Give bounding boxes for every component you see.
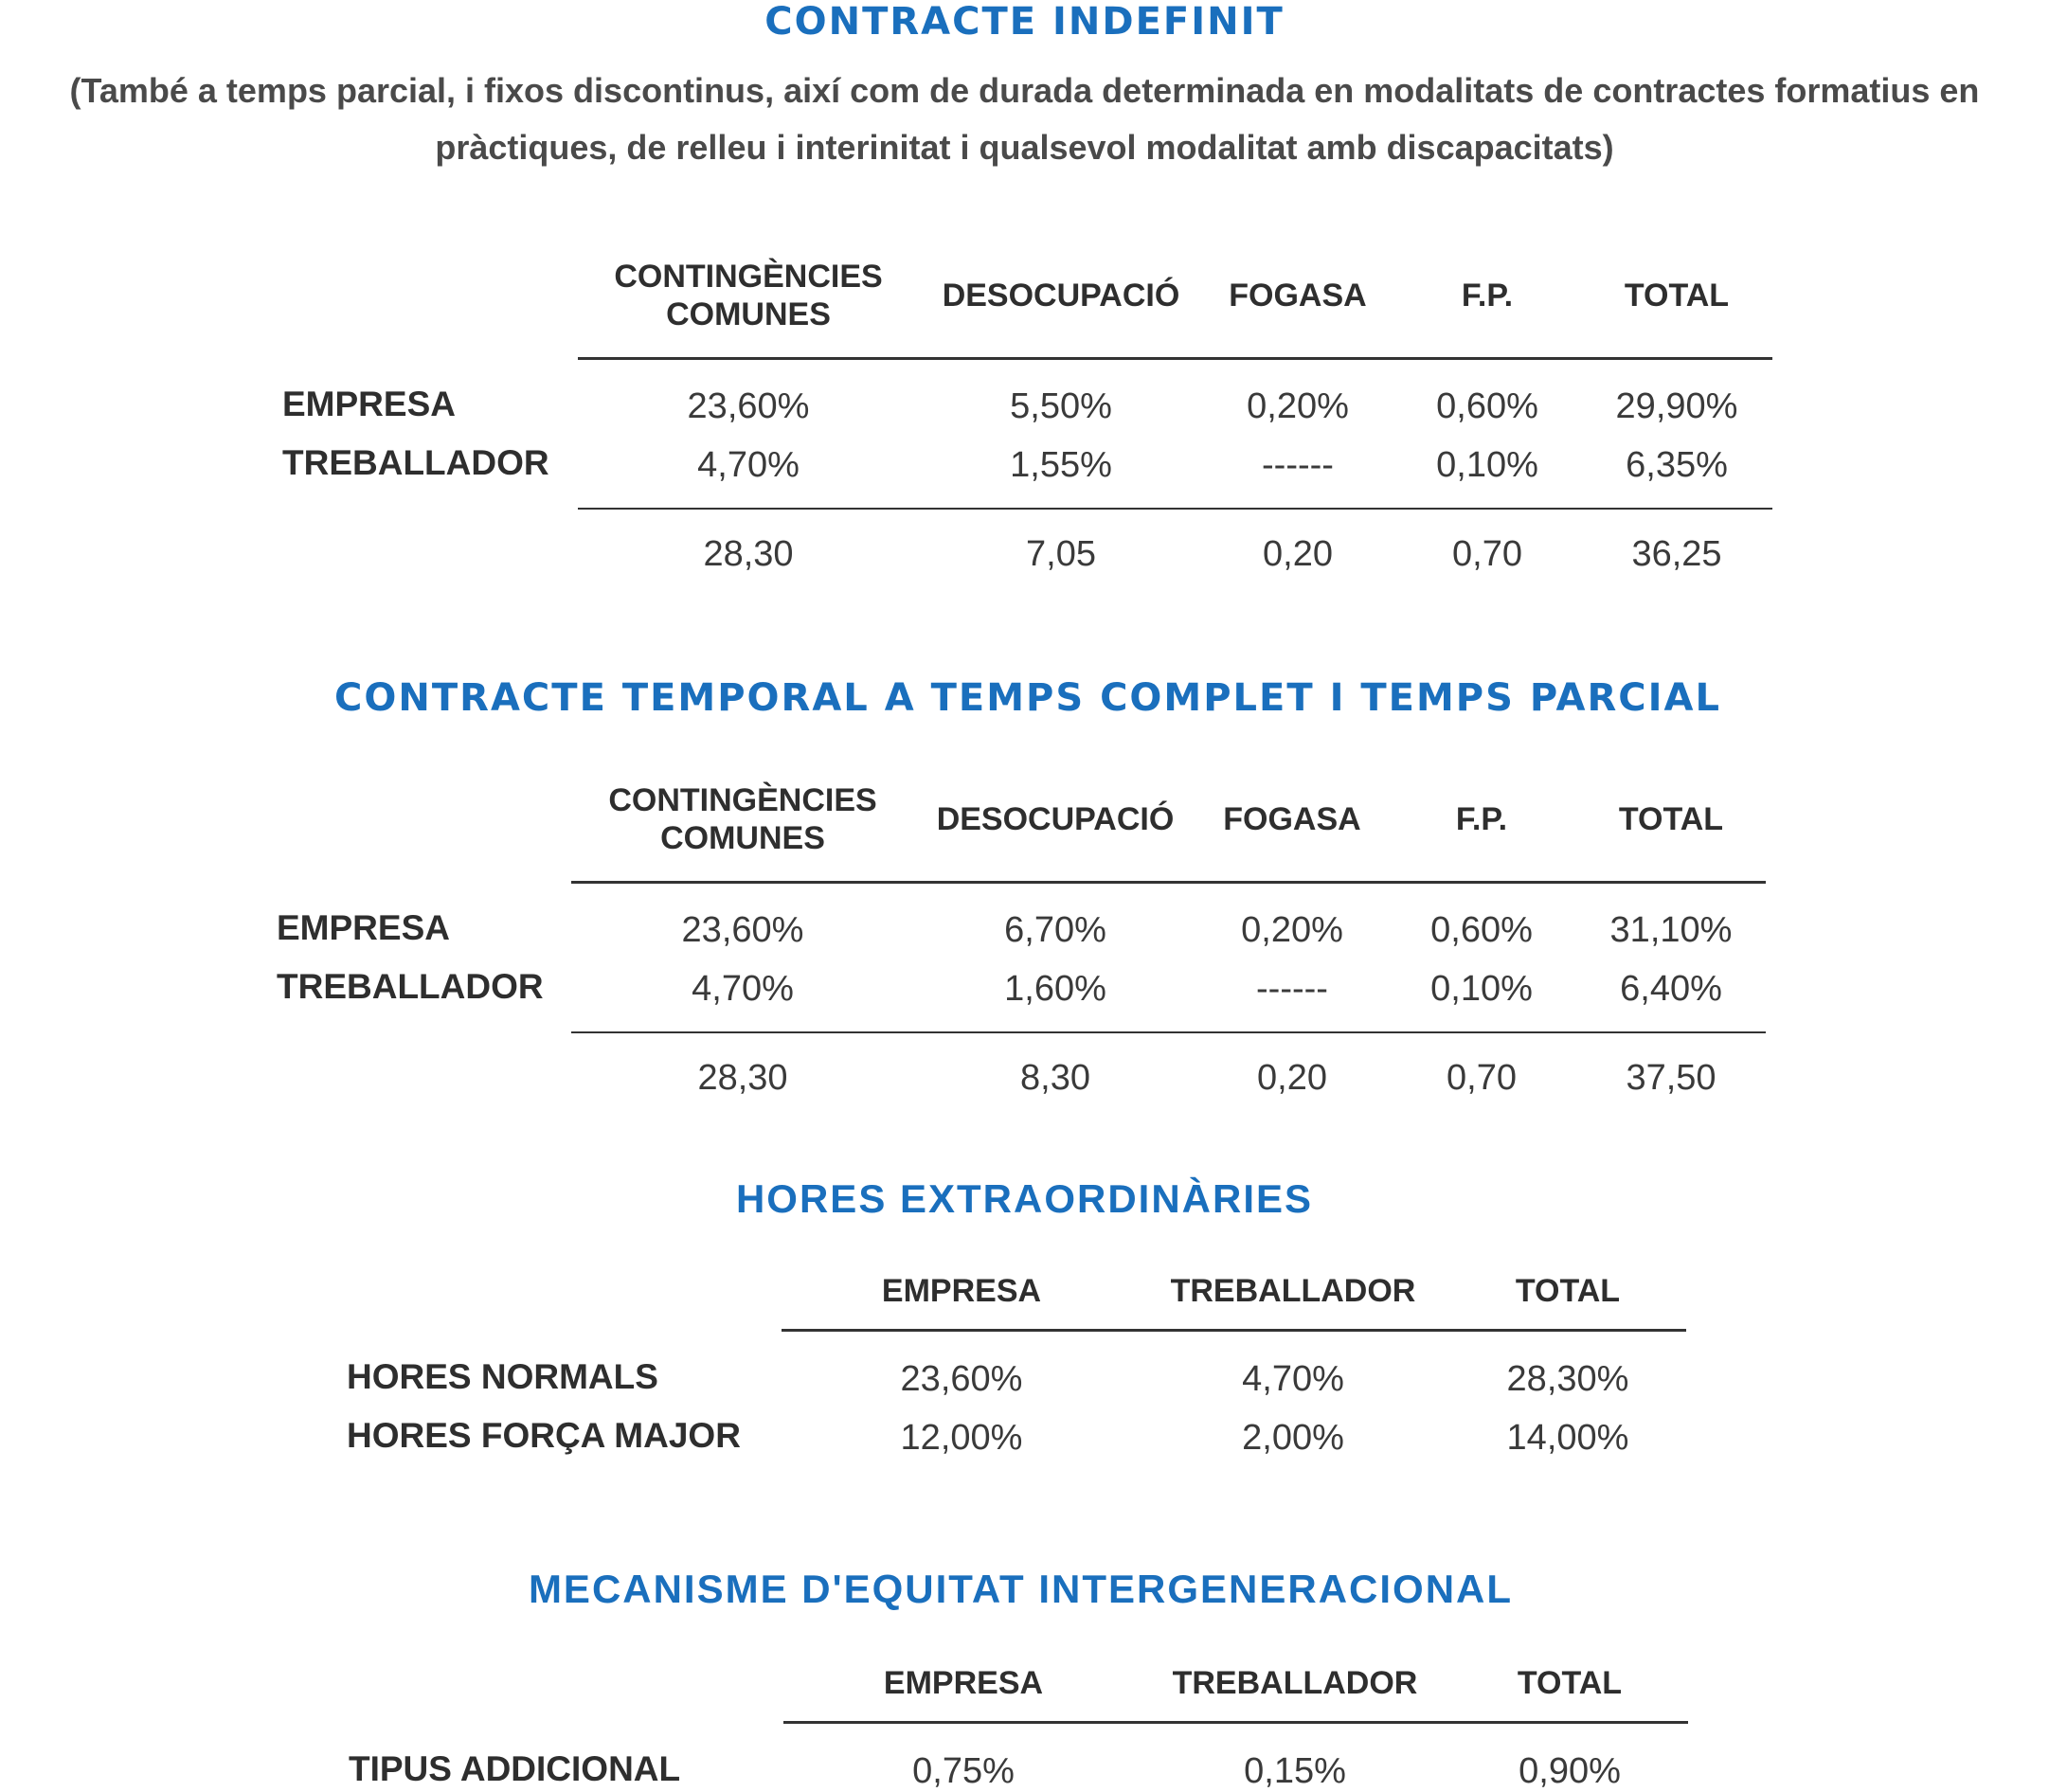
section1-subtitle-line2: pràctiques, de relleu i interinitat i qualsevol modalitat amb discapacitats) <box>435 128 1614 167</box>
cell: 14,00% <box>1506 1418 1629 1458</box>
cell: 6,35% <box>1626 445 1728 485</box>
header-fp: F.P. <box>1461 278 1514 314</box>
header-contingencies-line2: COMUNES <box>660 820 825 856</box>
section2-title: CONTRACTE TEMPORAL A TEMPS COMPLET I TEMPS PARCIAL <box>334 676 1721 720</box>
header-fogasa: FOGASA <box>1223 801 1361 837</box>
cell: 23,60% <box>681 910 804 950</box>
header-total: TOTAL <box>1515 1273 1621 1309</box>
cell: 0,20% <box>1241 910 1343 950</box>
header-contingencies-line1: CONTINGÈNCIES <box>614 259 883 295</box>
cell: 2,00% <box>1242 1418 1344 1458</box>
cell: ------ <box>1262 445 1334 485</box>
cell: 0,10% <box>1430 969 1533 1009</box>
cell: 0,10% <box>1436 445 1538 485</box>
row-label-hores-forca-major: HORES FORÇA MAJOR <box>347 1416 741 1455</box>
header-desocupacio: DESOCUPACIÓ <box>942 278 1180 314</box>
header-rule <box>578 357 1772 360</box>
row-label-hores-normals: HORES NORMALS <box>347 1357 658 1396</box>
total-cell: 0,20 <box>1263 534 1333 574</box>
cell: 28,30% <box>1506 1359 1629 1399</box>
header-total: TOTAL <box>1517 1665 1623 1701</box>
header-empresa: EMPRESA <box>881 1273 1042 1309</box>
row-label-empresa: EMPRESA <box>277 908 450 947</box>
cell: 0,75% <box>912 1751 1015 1791</box>
header-rule <box>571 881 1766 884</box>
cell: 0,20% <box>1247 386 1349 426</box>
cell: 12,00% <box>900 1418 1023 1458</box>
total-cell: 0,70 <box>1447 1058 1517 1098</box>
cell: 29,90% <box>1615 386 1738 426</box>
section1-subtitle-line1: (També a temps parcial, i fixos discontinus, així com de durada determinada en modalitats de contractes formatius en <box>69 71 1980 110</box>
header-contingencies <box>591 781 894 857</box>
cell: 23,60% <box>687 386 810 426</box>
header-contingencies-line2: COMUNES <box>666 296 831 332</box>
header-desocupacio: DESOCUPACIÓ <box>936 801 1175 837</box>
header-total: TOTAL <box>1624 278 1730 314</box>
total-cell: 28,30 <box>703 534 794 574</box>
cell: 1,60% <box>1004 969 1106 1009</box>
cell: 0,15% <box>1244 1751 1346 1791</box>
row-label-treballador: TREBALLADOR <box>282 443 549 482</box>
cell: 6,70% <box>1004 910 1106 950</box>
cell: 4,70% <box>697 445 800 485</box>
cell: ------ <box>1256 969 1328 1009</box>
total-cell: 36,25 <box>1631 534 1722 574</box>
header-contingencies <box>597 258 900 333</box>
row-label-tipus-addicional: TIPUS ADDICIONAL <box>349 1749 681 1788</box>
header-empresa: EMPRESA <box>883 1665 1044 1701</box>
total-cell: 28,30 <box>697 1058 788 1098</box>
cell: 4,70% <box>692 969 794 1009</box>
header-contingencies-line1: CONTINGÈNCIES <box>608 782 877 818</box>
row-label-empresa: EMPRESA <box>282 385 456 423</box>
cell: 23,60% <box>900 1359 1023 1399</box>
total-cell: 7,05 <box>1026 534 1096 574</box>
section1-title: CONTRACTE INDEFINIT <box>764 0 1285 44</box>
totals-rule <box>578 508 1772 510</box>
total-cell: 8,30 <box>1020 1058 1090 1098</box>
section1-subtitle <box>0 63 2049 176</box>
header-treballador: TREBALLADOR <box>1172 1665 1418 1701</box>
total-cell: 0,70 <box>1452 534 1522 574</box>
cell: 0,60% <box>1436 386 1538 426</box>
cell: 6,40% <box>1620 969 1722 1009</box>
cell: 31,10% <box>1609 910 1733 950</box>
section3-title: HORES EXTRAORDINÀRIES <box>735 1176 1314 1221</box>
header-rule <box>782 1329 1686 1332</box>
header-fogasa: FOGASA <box>1229 278 1367 314</box>
section4-title: MECANISME D'EQUITAT INTERGENERACIONAL <box>528 1567 1514 1611</box>
header-treballador: TREBALLADOR <box>1170 1273 1416 1309</box>
header-rule <box>783 1721 1688 1724</box>
row-label-treballador: TREBALLADOR <box>277 967 544 1006</box>
total-cell: 0,20 <box>1257 1058 1327 1098</box>
cell: 5,50% <box>1010 386 1112 426</box>
cell: 1,55% <box>1010 445 1112 485</box>
header-fp: F.P. <box>1455 801 1508 837</box>
cell: 4,70% <box>1242 1359 1344 1399</box>
cell: 0,90% <box>1519 1751 1621 1791</box>
totals-rule <box>571 1031 1766 1033</box>
header-total: TOTAL <box>1618 801 1724 837</box>
cell: 0,60% <box>1430 910 1533 950</box>
total-cell: 37,50 <box>1626 1058 1716 1098</box>
